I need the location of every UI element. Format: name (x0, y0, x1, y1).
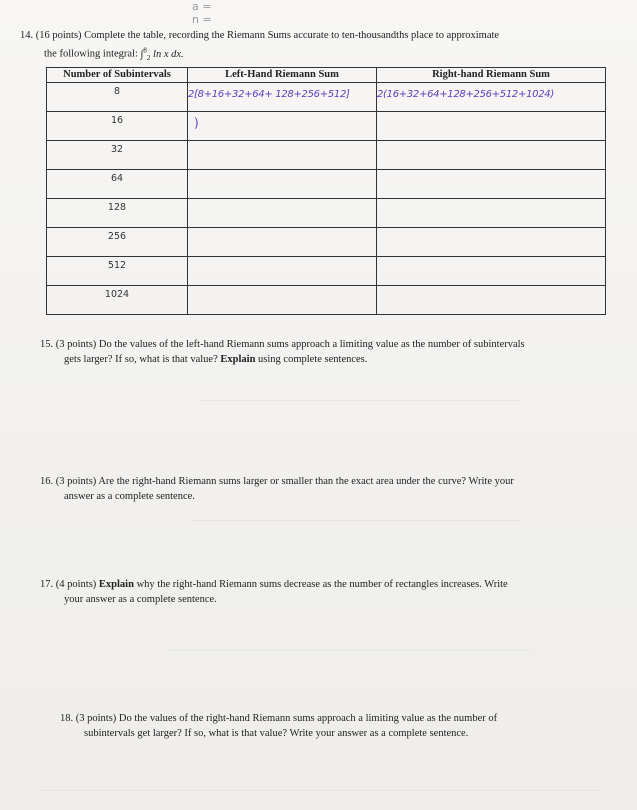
question-14-number: 14. (20, 30, 34, 41)
table-row (47, 257, 606, 286)
integral-expression (140, 46, 184, 62)
bleed-through-line (40, 790, 600, 791)
table-row (47, 141, 606, 170)
subintervals-cell: 8 (47, 83, 188, 112)
table-row (47, 170, 606, 199)
subintervals-cell: 1024 (47, 286, 188, 315)
subintervals-cell: 32 (47, 141, 188, 170)
subintervals-cell: 256 (47, 228, 188, 257)
question-15-line-2 (64, 352, 600, 367)
riemann-sum-table (46, 67, 606, 315)
question-15-text-b: gets larger? If so, what is that value? (64, 354, 218, 365)
right-sum-cell[interactable] (377, 228, 606, 257)
table-row (47, 228, 606, 257)
right-sum-cell[interactable]: 2(16+32+64+128+256+512+1024) (377, 83, 606, 112)
question-18-text-b: subintervals get larger? If so, what is that value? Write your answer as a complete sentence. (84, 728, 469, 739)
question-18 (60, 711, 570, 741)
table-row (47, 83, 606, 112)
question-18-text: (3 points) Do the values of the right-hand Riemann sums approach a limiting value as the number of (75, 713, 498, 724)
question-16-text-b: answer as a complete sentence. (64, 491, 195, 502)
question-17-emphasis: Explain (98, 579, 134, 590)
subintervals-cell: 128 (47, 199, 188, 228)
handwritten-top-note (192, 0, 212, 26)
left-sum-cell[interactable]: ) (188, 112, 377, 141)
left-sum-cell[interactable] (188, 286, 377, 315)
right-sum-cell[interactable] (377, 141, 606, 170)
question-16-text: (3 points) Are the right-hand Riemann sums larger or smaller than the exact area under the curve? Write your (55, 476, 514, 487)
left-sum-cell[interactable] (188, 228, 377, 257)
header-left-sum: Left-Hand Riemann Sum (188, 68, 377, 83)
bleed-through-line (190, 520, 520, 521)
question-14 (20, 28, 615, 66)
question-15-text-c: using complete sentences. (258, 354, 368, 365)
question-15-emphasis: Explain (220, 354, 256, 365)
question-17-text: why the right-hand Riemann sums decrease as the number of rectangles increases. Write (136, 579, 508, 590)
right-sum-cell[interactable] (377, 286, 606, 315)
header-right-sum: Right-hand Riemann Sum (377, 68, 606, 83)
question-17 (40, 577, 595, 607)
left-sum-cell[interactable] (188, 199, 377, 228)
left-sum-cell[interactable] (188, 141, 377, 170)
right-sum-cell[interactable] (377, 257, 606, 286)
question-15-number: 15. (40, 339, 54, 350)
left-sum-cell[interactable] (188, 170, 377, 199)
question-18-number: 18. (60, 713, 74, 724)
integral-symbol: ∫ (140, 48, 144, 60)
integrand: ln x dx. (153, 48, 184, 60)
question-17-text-b: your answer as a complete sentence. (64, 594, 217, 605)
question-15-text: (3 points) Do the values of the left-hand Riemann sums approach a limiting value as the number of subintervals (55, 339, 525, 350)
question-16 (40, 474, 595, 504)
bleed-through-line (200, 400, 520, 401)
question-14-text-b: the following integral: (44, 48, 138, 60)
question-14-integral-line (44, 43, 615, 66)
right-sum-cell[interactable] (377, 112, 606, 141)
subintervals-cell: 512 (47, 257, 188, 286)
right-sum-cell[interactable] (377, 170, 606, 199)
bleed-through-line (170, 650, 530, 651)
top-note-a: a = (192, 0, 212, 13)
question-14-text: (16 points) Complete the table, recording the Riemann Sums accurate to ten-thousandths place to approximate (35, 30, 500, 41)
subintervals-cell: 16 (47, 112, 188, 141)
integral-lower-limit: 2 (146, 53, 151, 62)
left-sum-cell[interactable] (188, 257, 377, 286)
question-17-number: 17. (40, 579, 54, 590)
top-note-n: n = (192, 13, 212, 26)
left-sum-cell[interactable]: 2[8+16+32+64+ 128+256+512] (188, 83, 377, 112)
right-sum-cell[interactable] (377, 199, 606, 228)
integral-upper-limit: 8 (143, 46, 147, 54)
table-row (47, 199, 606, 228)
table-row (47, 112, 606, 141)
question-16-number: 16. (40, 476, 54, 487)
table-row (47, 286, 606, 315)
subintervals-cell: 64 (47, 170, 188, 199)
header-subintervals: Number of Subintervals (47, 68, 188, 83)
table-header-row (47, 68, 606, 83)
question-15 (40, 337, 600, 367)
question-17-points: (4 points) (55, 579, 97, 590)
